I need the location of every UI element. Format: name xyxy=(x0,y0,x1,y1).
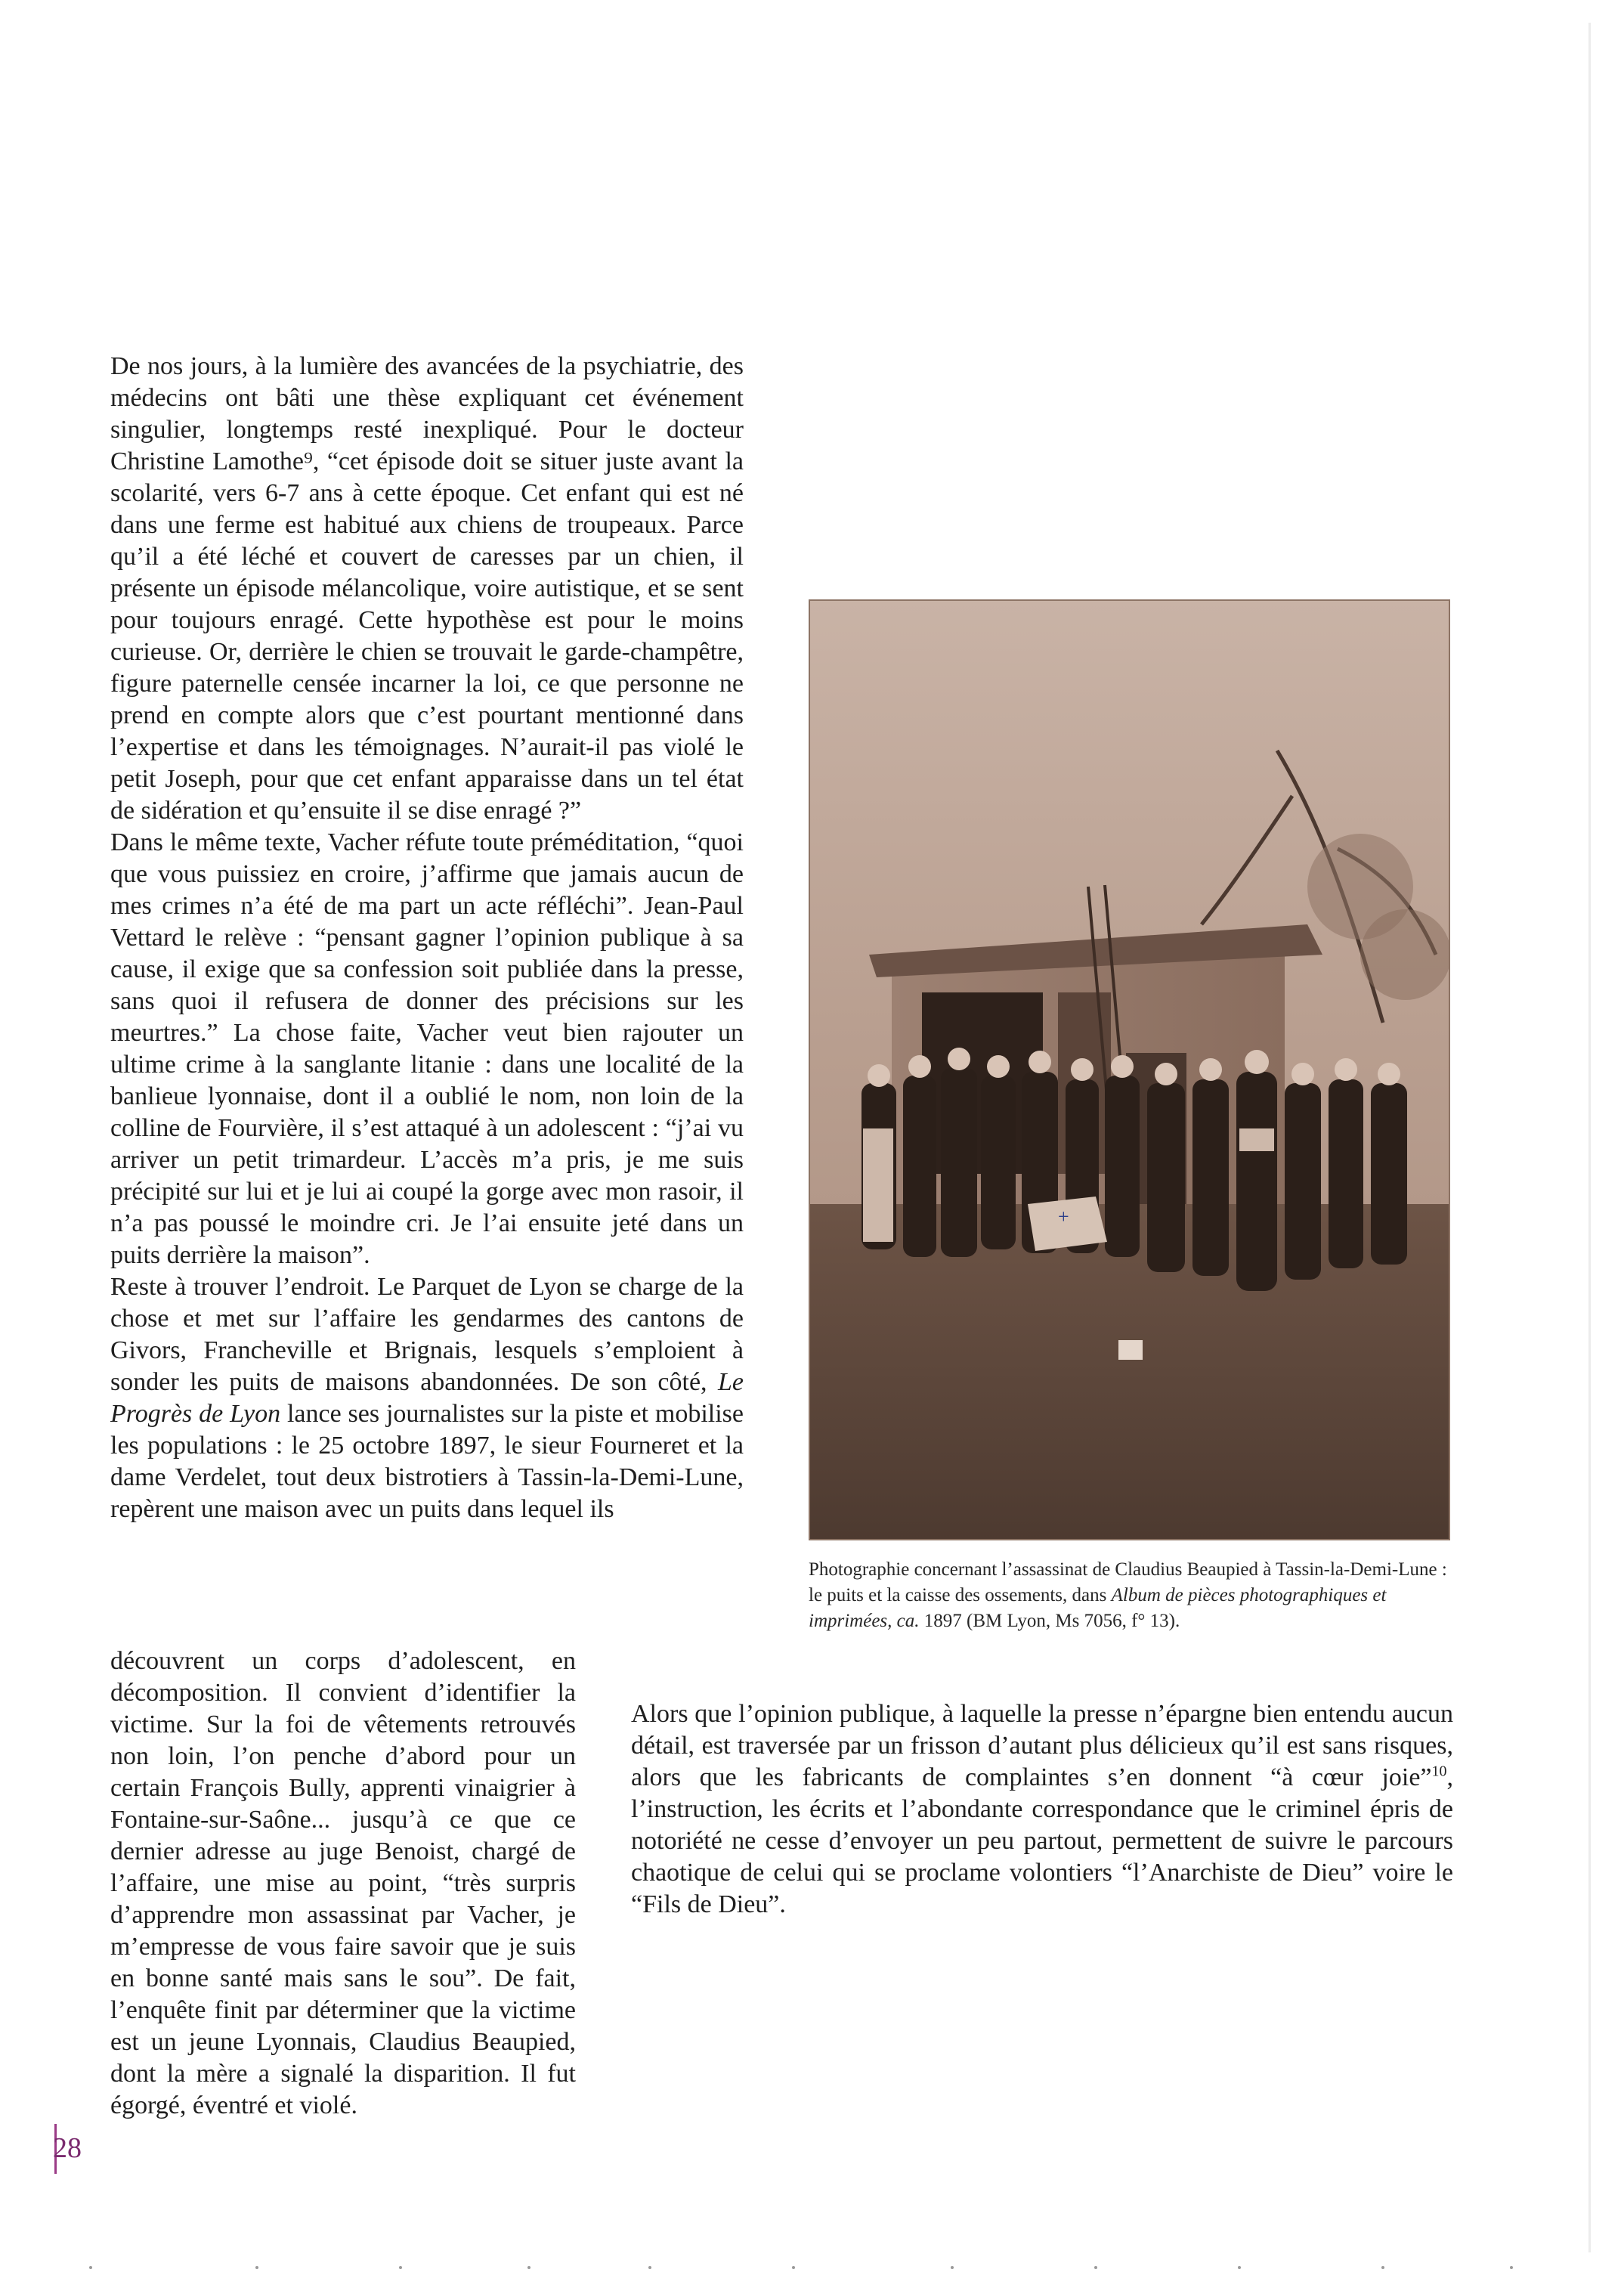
paragraph-premeditation: Dans le même texte, Vacher réfute toute préméditation, “quoi que vous puissiez en croire, j’affirme que jamais aucun de mes crimes n’a été de ma part un acte réfléchi”. Jean-Paul Vettard le relève : “pensant gagner l’opinion publique à sa cause, il exige que sa confession soit publiée dans la presse, sans quoi il refusera de donner des précisions sur les meurtres.” La chose faite, Vacher veut bien rajouter un ultime crime à la sanglante litanie : dans une localité de la banlieue lyonnaise, dont il a oublié le nom, non loin de la colline de Fourvière, il s’est attaqué à un adolescent : “j’ai vu arriver un petit trimardeur. L’accès m’a pris, je me suis précipité sur lui et je lui ai coupé la gorge avec mon rasoir, il n’a pas poussé le moindre cri. Je l’ai ensuite jeté dans un puits derrière la maison”. xyxy=(110,828,744,1269)
paragraph-investigation: Reste à trouver l’endroit. Le Parquet de Lyon se charge de la chose et met sur l’affaire les gendarmes des cantons de Givors, Francheville et Brignais, lesquels s’emploient à sonder les puits de maisons abandonnées. De son côté, Le Progrès de Lyon lance ses journalistes sur la piste et mobilise les populations : le 25 octobre 1897, le sieur Fourneret et la dame Verdelet, tout deux bistrotiers à Tassin-la-Demi-Lune, repèrent une maison avec un puits dans lequel ils xyxy=(110,1273,744,1523)
photo-caption: Photographie concernant l’assassinat de Claudius Beaupied à Tassin-la-Demi-Lune : le puits et la caisse des ossements, dans Album de pièces photographiques et imprimées, ca. 1897 (BM Lyon, Ms 7056, f° 13). xyxy=(809,1559,1447,1631)
newspaper-title: Le Progrès de Lyon xyxy=(110,1368,744,1428)
paragraph-identification: découvrent un corps d’adolescent, en décomposition. Il convient d’identifier la victime. Sur la foi de vêtements retrouvés non loin, l’on penche d’abord pour un certain François Bully, apprenti vinaigrier à Fontaine-sur-Saône... jusqu’à ce que ce dernier adresse au juge Benoist, chargé de l’affaire, une mise au point, “très surpris d’apprendre mon assassinat par Vacher, je m’empresse de vous faire savoir que je suis en bonne santé mais sans le sou”. De fait, l’enquête finit par déterminer que la victime est un jeune Lyonnais, Claudius Beaupied, dont la mère a signalé la disparition. Il fut égorgé, éventré et violé. xyxy=(110,1647,576,2119)
footnote-marker: 10 xyxy=(1431,1763,1447,1780)
historical-photograph xyxy=(809,599,1450,1540)
paragraph-public-opinion: Alors que l’opinion publique, à laquelle la presse n’épargne bien entendu aucun détail, est traversée par un frisson d’autant plus délicieux qu’il est sans risques, alors que les fabricants de complaintes s’en donnent “à cœur joie”$^{10}$, l’instruction, les écrits et l’abondante correspondance que le criminel épris de notoriété ne cesse d’envoyer un peu partout, permettent de suivre le parcours chaotique de celui qui se proclame volontiers “l’Anarchiste de Dieu” voire le “Fils de Dieu”. xyxy=(631,1700,1453,1918)
page-edge-line xyxy=(1588,23,1591,2252)
page-number: 28 xyxy=(53,2132,82,2164)
left-column-text-continued xyxy=(110,1645,576,2122)
right-column-text xyxy=(631,1698,1453,1921)
scan-edge-marks xyxy=(0,2265,1624,2271)
paragraph-psychiatry: De nos jours, à la lumière des avancées de la psychiatrie, des médecins ont bâti une thèse expliquant cet événement singulier, longtemps resté inexpliqué. Pour le docteur Christine Lamothe⁹, “cet épisode doit se situer juste avant la scolarité, vers 6-7 ans à cette époque. Cet enfant qui est né dans une ferme est habitué aux chiens de troupeaux. Parce qu’il a été léché et couvert de caresses par un chien, il présente un épisode mélancolique, voire autistique, et se sent pour toujours enragé. Cette hypothèse est pour le moins curieuse. Or, derrière le chien se trouvait le garde-champêtre, figure paternelle censée incarner la loi, ce que personne ne prend en compte alors que c’est pourtant mentionné dans l’expertise et dans les témoignages. N’aurait-il pas violé le petit Joseph, pour que cet enfant apparaisse dans un tel état de sidération et qu’ensuite il se dise enragé ?” xyxy=(110,352,744,825)
left-column-text xyxy=(110,351,744,1525)
svg-text:+: + xyxy=(1058,1206,1069,1227)
photograph-image xyxy=(809,599,1450,1540)
caption-album-title: Album de pièces photographiques et imprimées, ca. xyxy=(809,1585,1387,1631)
